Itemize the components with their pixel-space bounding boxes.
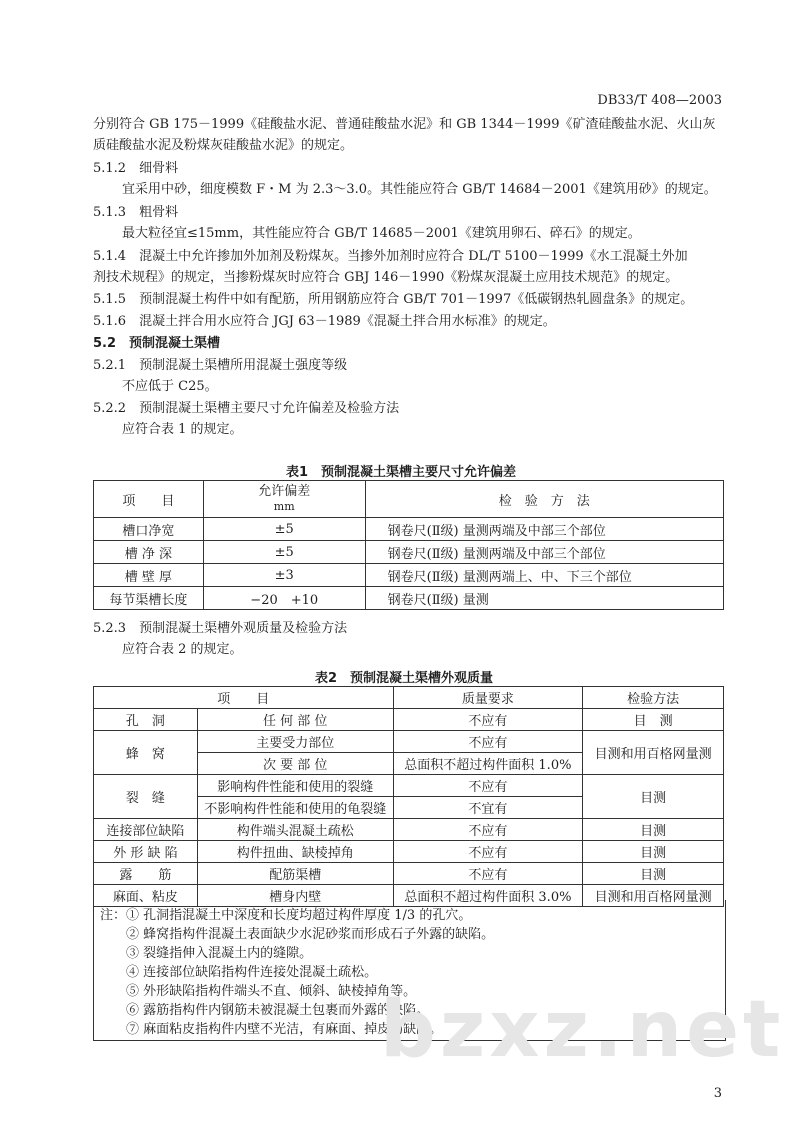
cell: 槽身内壁 [197,885,393,907]
note-line: ③ 裂缝指伸入混凝土内的缝隙。 [100,946,313,961]
note-line: 注：① 孔洞指混凝土中深度和长度均超过构件厚度 1/3 的孔穴。 [100,908,472,923]
cell: 不影响构件性能和使用的龟裂缝 [197,797,393,819]
note-line: ⑦ 麻面粘皮指构件内壁不光洁，有麻面、掉皮的缺陷。 [100,1022,443,1037]
cell: ±3 [203,564,365,587]
watermark: bzxz.net [380,985,785,1075]
cell: 目测和用百格网量测 [583,731,724,775]
table2-header-method: 检验方法 [583,687,724,709]
table1-header-method: 检 验 方 法 [365,481,723,518]
cell: 槽 净 深 [94,541,204,564]
paragraph-line: 5.2.3 预制混凝土渠槽外观质量及检验方法 [93,621,348,636]
cell: 总面积不超过构件面积 1.0% [393,753,583,775]
cell: 不应有 [393,731,583,753]
table2-header-item: 项 目 [94,687,394,709]
paragraph-line: 5.1.6 混凝土拌合用水应符合 JGJ 63－1989《混凝土拌合用水标准》的规定。 [93,314,556,329]
paragraph-line: 5.1.5 预制混凝土构件中如有配筋，所用钢筋应符合 GB/T 701－1997《低碳钢热轧圆盘条》的规定。 [93,292,694,307]
cell: 影响构件性能和使用的裂缝 [197,775,393,797]
paragraph-line: 5.2.2 预制混凝土渠槽主要尺寸允许偏差及检验方法 [93,401,400,416]
table1-caption: 表1 预制混凝土渠槽主要尺寸允许偏差 [286,465,517,480]
cell: 不应有 [393,863,583,885]
cell: ±5 [203,541,365,564]
cell: 不应有 [393,841,583,863]
cell: 裂 缝 [94,775,198,819]
cell: 钢卷尺(Ⅱ级) 量测两端及中部三个部位 [365,541,723,564]
cell: 目测 [583,841,724,863]
cell: 构件扭曲、缺棱掉角 [197,841,393,863]
cell: 目 测 [583,709,724,731]
cell: 麻面、粘皮 [94,885,198,907]
paragraph-line: 质硅酸盐水泥及粉煤灰硅酸盐水泥》的规定。 [93,138,354,153]
table1 [93,480,724,610]
cell: 主要受力部位 [197,731,393,753]
table-row [94,731,724,753]
tolerance-label: 允许偏差 [258,484,311,499]
cell: 不应有 [393,819,583,841]
cell: 次 要 部 位 [197,753,393,775]
cell: 构件端头混凝土疏松 [197,819,393,841]
cell: 钢卷尺(Ⅱ级) 量测两端及中部三个部位 [365,518,723,541]
table2 [93,686,724,907]
table-row [94,541,724,564]
cell: 外 形 缺 陷 [94,841,198,863]
cell: 连接部位缺陷 [94,819,198,841]
cell: −20 +10 [203,587,365,610]
cell: 不应有 [393,775,583,797]
tolerance-unit: mm [273,500,295,513]
document-code: DB33/T 408—2003 [597,93,722,108]
paragraph-line: 不应低于 C25。 [122,379,218,394]
table-row [94,587,724,610]
cell: 任 何 部 位 [197,709,393,731]
paragraph-line: 最大粒径宜≤15mm，其性能应符合 GB/T 14685－2001《建筑用卵石、碎石》的规定。 [122,226,641,241]
note-line: ② 蜂窝指构件混凝土表面缺少水泥砂浆而形成石子外露的缺陷。 [100,927,495,942]
paragraph-line: 5.2.1 预制混凝土渠槽所用混凝土强度等级 [93,358,348,373]
cell: 目测 [583,819,724,841]
cell: 钢卷尺(Ⅱ级) 量测两端上、中、下三个部位 [365,564,723,587]
table1-header-tolerance [203,481,365,518]
cell: 目测 [583,775,724,819]
cell: 钢卷尺(Ⅱ级) 量测 [365,587,723,610]
cell: 槽 壁 厚 [94,564,204,587]
table-row [94,518,724,541]
cell: 露 筋 [94,863,198,885]
cell: 槽口净宽 [94,518,204,541]
cell: 每节渠槽长度 [94,587,204,610]
cell: 孔 洞 [94,709,198,731]
cell: 配筋渠槽 [197,863,393,885]
table-row [94,564,724,587]
cell: 不应有 [393,709,583,731]
cell: 不宜有 [393,797,583,819]
paragraph-line: 应符合表 1 的规定。 [122,422,243,437]
table-row [94,841,724,863]
note-line: ④ 连接部位缺陷指构件连接处混凝土疏松。 [100,965,378,980]
table-row [94,709,724,731]
cell: 目测 [583,863,724,885]
paragraph-line: 分别符合 GB 175－1999《硅酸盐水泥、普通硅酸盐水泥》和 GB 1344－1999《矿渣硅酸盐水泥、火山灰 [93,117,716,132]
table-row [94,775,724,797]
cell: 目测和用百格网量测 [583,885,724,907]
table1-header-item: 项 目 [94,481,204,518]
paragraph-line: 5.1.4 混凝土中允许掺加外加剂及粉煤灰。当掺外加剂时应符合 DL/T 5100－1999《水工混凝土外加 [93,249,688,264]
page-number: 3 [713,1086,722,1101]
cell: ±5 [203,518,365,541]
cell: 蜂 窝 [94,731,198,775]
note-line: ⑥ 露筋指构件内钢筋未被混凝土包裹而外露的缺陷。 [100,1003,430,1018]
paragraph-line: 应符合表 2 的规定。 [122,642,243,657]
paragraph-line: 剂技术规程》的规定，当掺粉煤灰时应符合 GBJ 146－1990《粉煤灰混凝土应用技术规范》的规定。 [93,270,679,285]
section-heading: 5.2 预制混凝土渠槽 [93,336,221,351]
cell: 总面积不超过构件面积 3.0% [393,885,583,907]
paragraph-line: 5.1.3 粗骨料 [93,205,179,220]
table-row [94,819,724,841]
paragraph-line: 宜采用中砂，细度模数 F・M 为 2.3～3.0。其性能应符合 GB/T 14684－2001《建筑用砂》的规定。 [122,182,717,197]
note-line: ⑤ 外形缺陷指构件端头不直、倾斜、缺棱掉角等。 [100,984,417,999]
table-row [94,863,724,885]
table2-caption: 表2 预制混凝土渠槽外观质量 [315,671,494,686]
table2-header-requirement: 质量要求 [393,687,583,709]
paragraph-line: 5.1.2 细骨料 [93,161,179,176]
